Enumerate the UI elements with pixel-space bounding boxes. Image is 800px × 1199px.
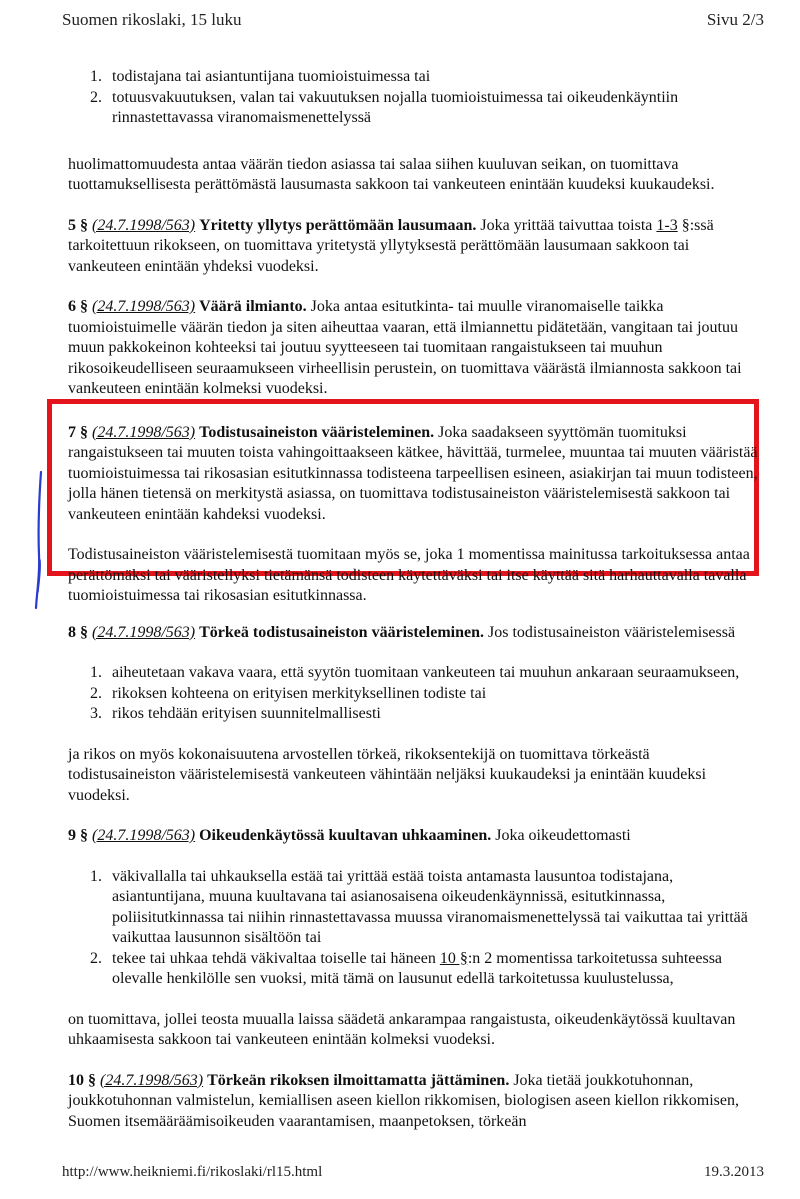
list-item	[90, 704, 758, 725]
section-5-ref-link[interactable]: (24.7.1998/563)	[92, 216, 196, 234]
list-number: 2.	[90, 684, 102, 702]
section-8-ref-link[interactable]: (24.7.1998/563)	[92, 623, 196, 641]
list-item	[90, 684, 758, 705]
section-7	[68, 423, 758, 526]
section-7-paragraph-2: Todistusaineiston vääristelemisestä tuomitaan myös se, joka 1 momentissa mainitussa tarkoituksessa antaa perättömäksi tai vääristellyksi tietämänsä todisteen käytettäväksi tai itse käyttää sitä harhauttavalla tavalla tuomioistuimessa tai rikosasian esitutkinnassa.	[68, 546, 750, 604]
list-number: 1.	[90, 68, 102, 85]
pen-mark-icon	[32, 470, 46, 610]
section-7-ref-link[interactable]: (24.7.1998/563)	[92, 423, 196, 441]
paragraph-top-after: huolimattomuudesta antaa väärän tiedon asiassa tai salaa siihen kuuluvan seikan, on tuomittava tuottamuksellisesta perättömästä lausumasta sakkoon tai vankeuteen enintään kuudeksi kuukaudeksi.	[68, 155, 715, 193]
top-list	[68, 67, 758, 129]
document-body	[68, 67, 758, 1132]
section-9	[68, 826, 758, 847]
section-5-text-b: §:ssä tarkoitettuun rikokseen, on tuomittava yritetystä yllytyksestä perättömään lausumaan sakkoon tai vankeuteen enintään yhdeksi vuodeksi.	[68, 216, 714, 275]
section-8-after: ja rikos on myös kokonaisuutena arvostellen törkeä, rikoksentekijä on tuomittava törkeästä todistusaineiston vääristelemisestä vankeuteen vähintään neljäksi kuukaudeksi ja enintään kuudeksi vuodeksi.	[68, 745, 707, 804]
section-8-number: 8 §	[68, 623, 88, 641]
page-header-title: Suomen rikoslaki, 15 luku	[62, 10, 242, 29]
list-item	[90, 88, 758, 129]
list-text: rikoksen kohteena on erityisen merkityksellinen todiste tai	[112, 684, 487, 702]
list-item: 1. väkivallalla tai uhkauksella estää tai yrittää estää toista antamasta lausuntoa todistajana, asiantuntijana, muuna kuultavana tai asianosaisena oikeudenkäynnissä, esitutkinnassa, poliisitutkinnassa tai niihin rinnastettavassa muussa viranomaismenettelyssä tai vaikuttaa tai yrittää vaikuttaa lausunnon sisältöön tai	[90, 867, 758, 949]
page-number: Sivu 2/3	[706, 10, 764, 29]
section-8-text: Jos todistusaineiston vääristelemisessä	[488, 623, 736, 641]
section-5-link[interactable]: 1-3	[656, 216, 678, 234]
section-5-number: 5 §	[68, 216, 88, 234]
section-9-after: on tuomittava, jollei teosta muualla laissa säädetä ankarampaa rangaistusta, oikeudenkäytössä kuultavan uhkaamisesta sakkoon tai vankeuteen enintään kolmeksi vuodeksi.	[68, 1010, 736, 1048]
section-6-title: Väärä ilmianto.	[199, 298, 307, 315]
section-9-list	[68, 867, 758, 990]
list-text-part: :n 2 momentissa tarkoitetussa suhteessa olevalle henkilölle sen vuoksi, mitä tämä on lausunut edellä tarkoitetussa kuulustelussa,	[112, 949, 723, 987]
section-10-ref-link[interactable]: (24.7.1998/563)	[100, 1071, 204, 1089]
section-6-number: 6 §	[68, 298, 88, 315]
section-5-text-a: Joka yrittää taivuttaa toista	[480, 216, 653, 234]
list-text: todistajana tai asiantuntijana tuomioistuimessa tai	[112, 68, 431, 85]
list-item	[90, 663, 758, 684]
footer-url: http://www.heikniemi.fi/rikoslaki/rl15.html	[62, 1164, 323, 1180]
section-9-ref-link[interactable]: (24.7.1998/563)	[92, 827, 196, 844]
section-10-title: Törkeän rikoksen ilmoittamatta jättäminen.	[207, 1071, 510, 1089]
section-10-link[interactable]: 10 §	[439, 949, 468, 967]
section-5	[68, 216, 758, 278]
section-7-number: 7 §	[68, 423, 88, 441]
section-8	[68, 623, 758, 644]
section-9-text: Joka oikeudettomasti	[495, 827, 631, 844]
list-item	[90, 67, 758, 88]
section-10	[68, 1071, 758, 1133]
list-item: 2. tekee tai uhkaa tehdä väkivaltaa toiselle tai häneen 10 §:n 2 momentissa tarkoitetussa suhteessa olevalle henkilölle sen vuoksi, mitä tämä on lausunut edellä tarkoitetussa kuulustelussa,	[90, 949, 758, 990]
section-9-title: Oikeudenkäytössä kuultavan uhkaaminen.	[199, 827, 492, 844]
section-10-text: Joka tietää joukkotuhonnan, joukkotuhonnan valmistelun, kemiallisen aseen kiellon rikkomisen, biologisen aseen kiellon rikkomisen, Suomen itsemääräämisoikeuden vaarantamisen, maanpetoksen, törkeän	[68, 1071, 739, 1130]
section-6-text: Joka antaa esitutkinta- tai muulle viranomaiselle taikka tuomioistuimelle väärän tiedon ja siten aiheuttaa vaaran, että ilmiannettu pidätetään, vangitaan tai joutuu muun pakkokeinon kohteeksi tai joutuu syytteeseen tai tuomitaan rangaistukseen tai muuhun rikosoikeudelliseen seuraamukseen virheellisin perustein, on tuomittava väärästä ilmiannosta sakkoon tai vankeuteen enintään kolmeksi vuodeksi.	[68, 298, 742, 397]
list-text: totuusvakuutuksen, valan tai vakuutuksen nojalla tuomioistuimessa tai oikeudenkäyntiin rinnastettavassa viranomaismenettelyssä	[112, 88, 679, 126]
section-8-list	[68, 663, 758, 725]
list-number: 1.	[90, 664, 102, 681]
list-text	[112, 949, 758, 990]
section-7-title: Todistusaineiston vääristeleminen.	[199, 423, 435, 441]
section-6-ref-link[interactable]: (24.7.1998/563)	[92, 298, 196, 315]
section-10-number: 10 §	[68, 1071, 96, 1089]
section-6	[68, 297, 758, 400]
list-number: 3.	[90, 705, 102, 722]
footer-date: 19.3.2013	[704, 1164, 764, 1180]
list-text-part: tekee tai uhkaa tehdä väkivaltaa toiselle tai häneen	[112, 949, 436, 967]
list-number: 2.	[90, 88, 102, 106]
list-text: rikos tehdään erityisen suunnitelmallisesti	[112, 705, 381, 722]
section-5-title: Yritetty yllytys perättömään lausumaan.	[199, 216, 477, 234]
section-9-number: 9 §	[68, 827, 88, 844]
list-text: väkivallalla tai uhkauksella estää tai yrittää estää toista antamasta lausuntoa todistajana, asiantuntijana, muuna kuultavana tai asianosaisena oikeudenkäynnissä, esitutkinnassa, poliisitutkinnassa tai niihin rinnastettavassa muussa viranomaismenettelyssä tai vaikuttaa tai yrittää vaikuttaa lausunnon sisältöön tai	[112, 867, 748, 946]
section-8-title: Törkeä todistusaineiston vääristeleminen.	[199, 623, 484, 641]
list-text: aiheutetaan vakava vaara, että syytön tuomitaan vankeuteen tai muuhun ankaraan seuraamukseen,	[112, 664, 740, 681]
section-7-text: Joka saadakseen syyttömän tuomituksi rangaistukseen tai muuten toista vahingoittaakseen kätkee, hävittää, turmelee, muuntaa tai muuten vääristää tuomioistuimessa tai rikosasian esitutkinnassa todisteena tarpeellisen esineen, asiakirjan tai muun todisteen, jolla hänen tietensä on merkitystä asiassa, on tuomittava todistusaineiston vääristelemisestä sakkoon tai vankeuteen enintään kahdeksi vuodeksi.	[68, 423, 758, 523]
